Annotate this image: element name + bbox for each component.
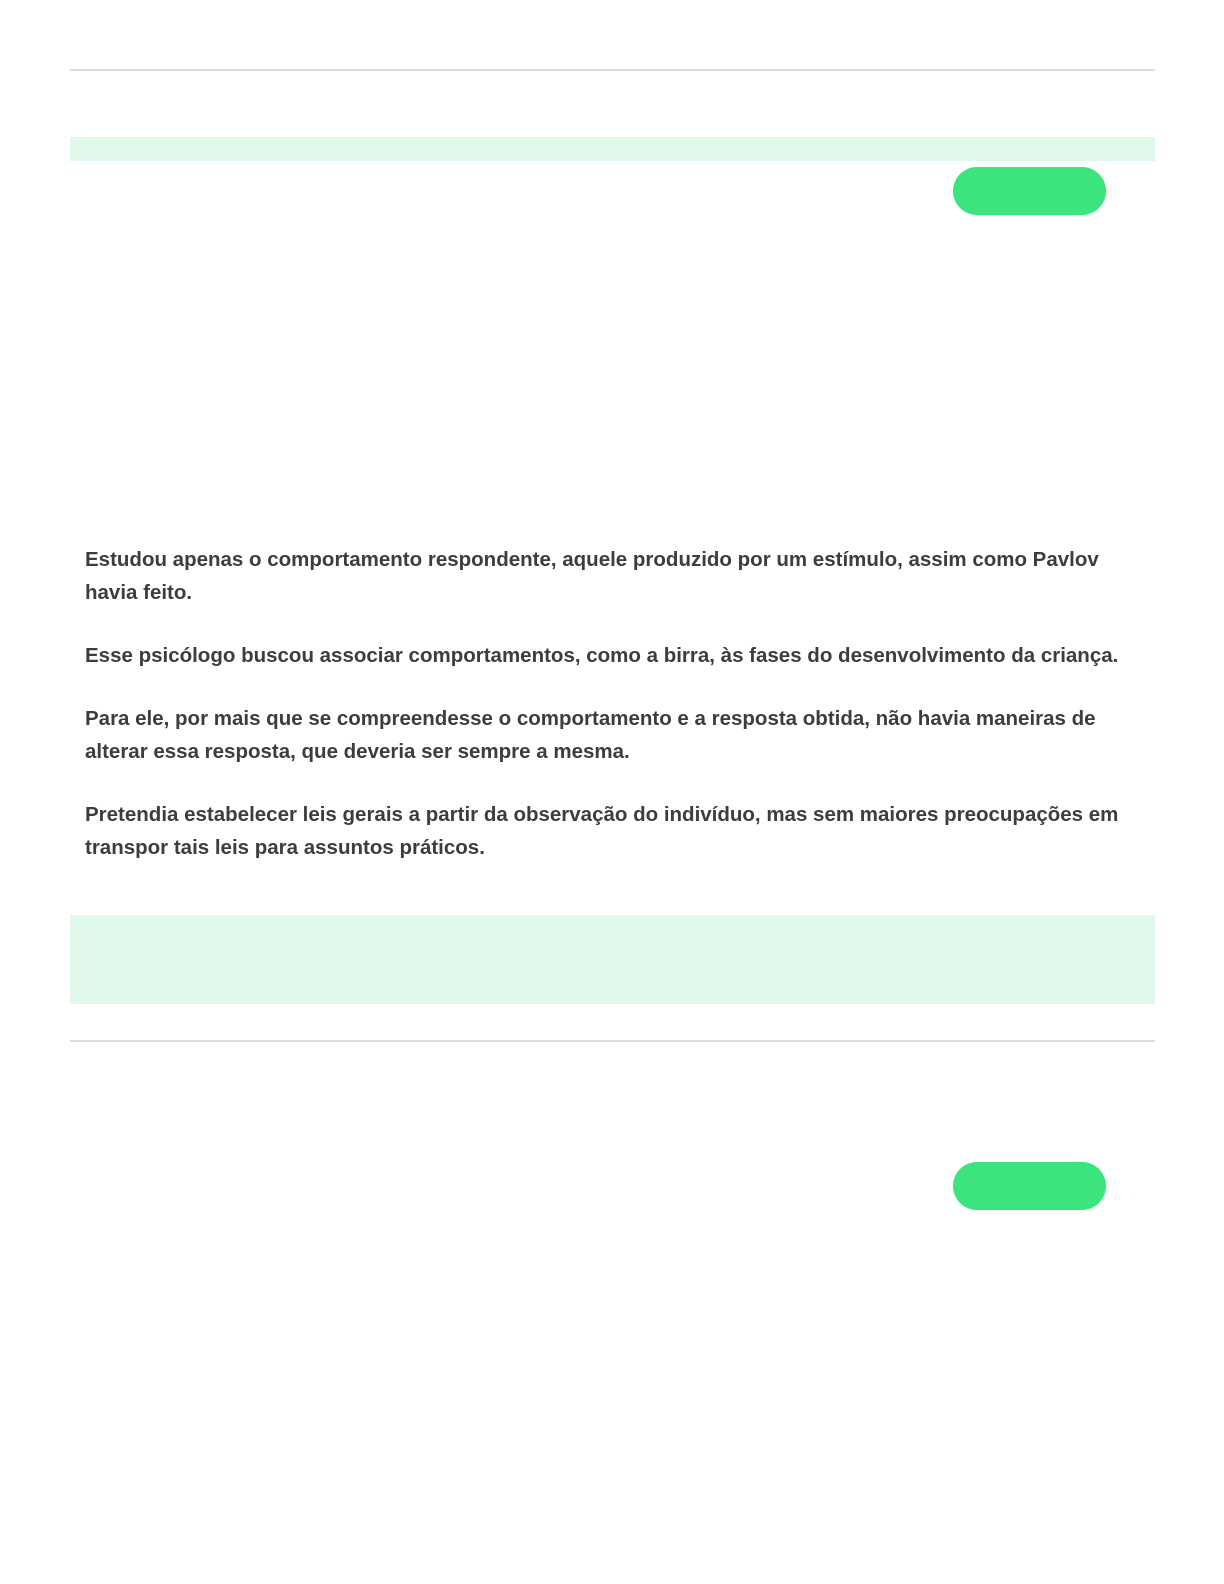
answer-feedback-panel (70, 915, 1155, 1004)
answer-option-c[interactable]: Para ele, por mais que se compreendesse o comportamento e a resposta obtida, não havia maneiras de alterar essa resposta, que deveria ser sempre a mesma. (85, 707, 1096, 763)
section-divider-bottom (70, 1040, 1155, 1042)
section-divider-top (70, 69, 1155, 71)
question-header-bar (70, 137, 1155, 161)
answer-option-a[interactable]: Estudou apenas o comportamento respondente, aquele produzido por um estímulo, assim como Pavlov havia feito. (85, 548, 1099, 604)
answer-option-d[interactable]: Pretendia estabelecer leis gerais a partir da observação do indivíduo, mas sem maiores preocupações em transpor tais leis para assuntos práticos. (85, 803, 1119, 859)
next-question-badge-button[interactable] (953, 1162, 1106, 1210)
answer-option-b[interactable]: Esse psicólogo buscou associar comportamentos, como a birra, às fases do desenvolvimento da criança. (85, 644, 1119, 667)
question-badge-button[interactable] (953, 167, 1106, 215)
answer-options-list (85, 543, 1140, 894)
